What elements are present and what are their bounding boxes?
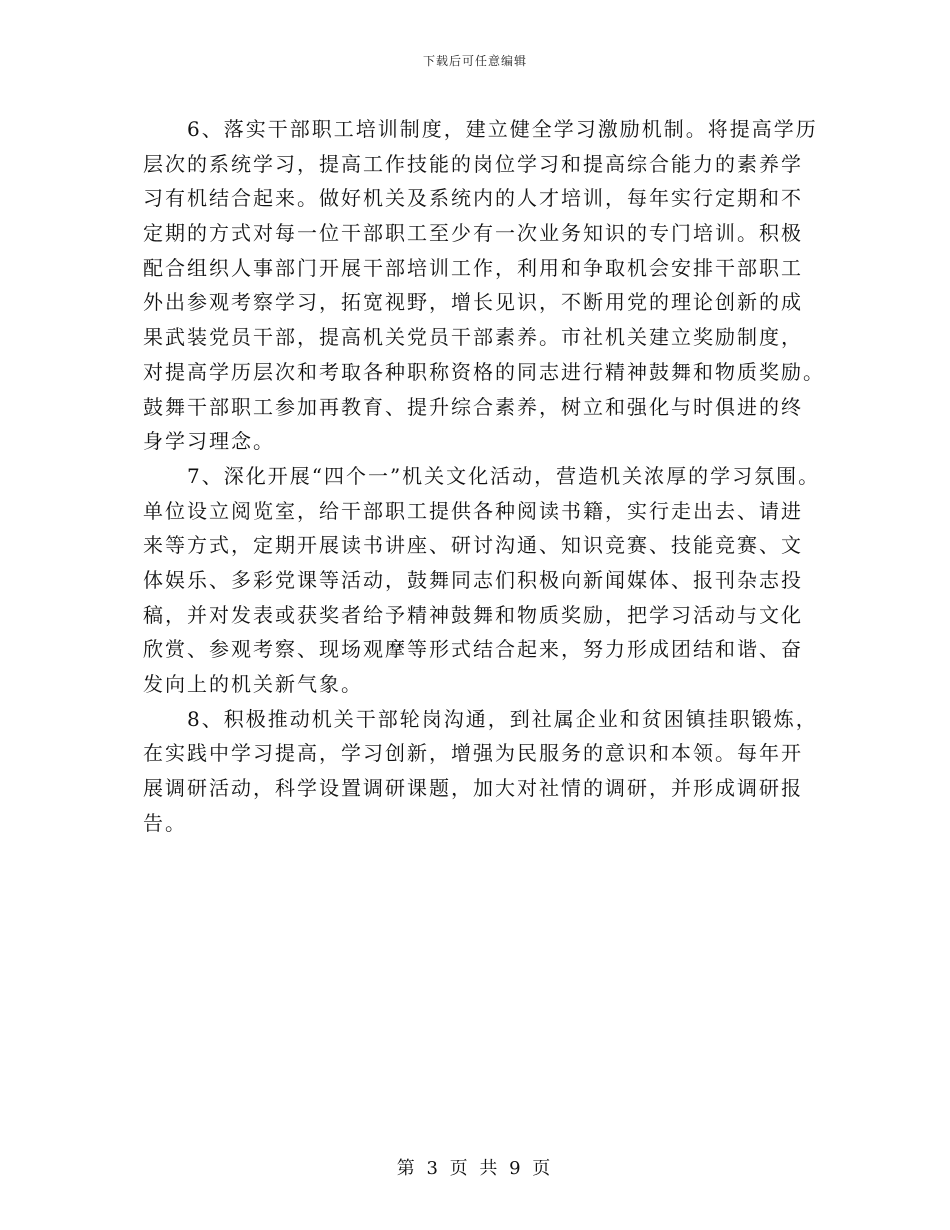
text-line: 8、积极推动机关干部轮岗沟通，到社属企业和贫困镇挂职锻炼， [187, 706, 818, 731]
text-line: 欣赏、参观考察、现场观摩等形式结合起来，努力形成团结和谐、奋 [143, 637, 803, 662]
text-line: 发向上的机关新气象。 [143, 672, 363, 696]
paragraph-6 [143, 112, 825, 459]
paragraph-8 [143, 702, 818, 841]
text-line: 稿，并对发表或获奖者给予精神鼓舞和物质奖励，把学习活动与文化 [143, 602, 803, 627]
text-line: 6、落实干部职工培训制度，建立健全学习激励机制。将提高学历 [187, 117, 818, 141]
text-line: 来等方式，定期开展读书讲座、研讨沟通、知识竞赛、技能竞赛、文 [143, 533, 803, 558]
text-line: 7、深化开展“四个一”机关文化活动，营造机关浓厚的学习氛围。 [187, 463, 821, 488]
text-line: 定期的方式对每一位干部职工至少有一次业务知识的专门培训。积极 [143, 221, 803, 246]
text-line: 配合组织人事部门开展干部培训工作，利用和争取机会安排干部职工 [143, 255, 803, 280]
page-header-note: 下载后可任意编辑 [422, 54, 527, 68]
text-line: 在实践中学习提高，学习创新，增强为民服务的意识和本领。每年开 [143, 741, 803, 766]
text-line: 对提高学历层次和考取各种职称资格的同志进行精神鼓舞和物质奖励。 [143, 359, 825, 384]
text-line: 展调研活动，科学设置调研课题，加大对社情的调研，并形成调研报 [143, 776, 803, 801]
text-line: 果武装党员干部，提高机关党员干部素养。市社机关建立奖励制度， [143, 325, 803, 350]
text-line: 体娱乐、多彩党课等活动，鼓舞同志们积极向新闻媒体、报刊杂志投 [143, 567, 803, 592]
paragraph-7 [143, 459, 821, 702]
text-line: 外出参观考察学习，拓宽视野，增长见识，不断用党的理论创新的成 [143, 290, 803, 315]
text-line: 鼓舞干部职工参加再教育、提升综合素养，树立和强化与时俱进的终 [143, 394, 803, 419]
text-line: 单位设立阅览室，给干部职工提供各种阅读书籍，实行走出去、请进 [143, 498, 803, 523]
text-line: 告。 [143, 810, 187, 835]
document-body [143, 112, 825, 840]
text-line: 习有机结合起来。做好机关及系统内的人才培训，每年实行定期和不 [143, 186, 803, 211]
text-line: 层次的系统学习，提高工作技能的岗位学习和提高综合能力的素养学 [143, 151, 803, 176]
text-line: 身学习理念。 [143, 429, 275, 454]
page-number-footer: 第 3 页 共 9 页 [396, 1158, 554, 1179]
